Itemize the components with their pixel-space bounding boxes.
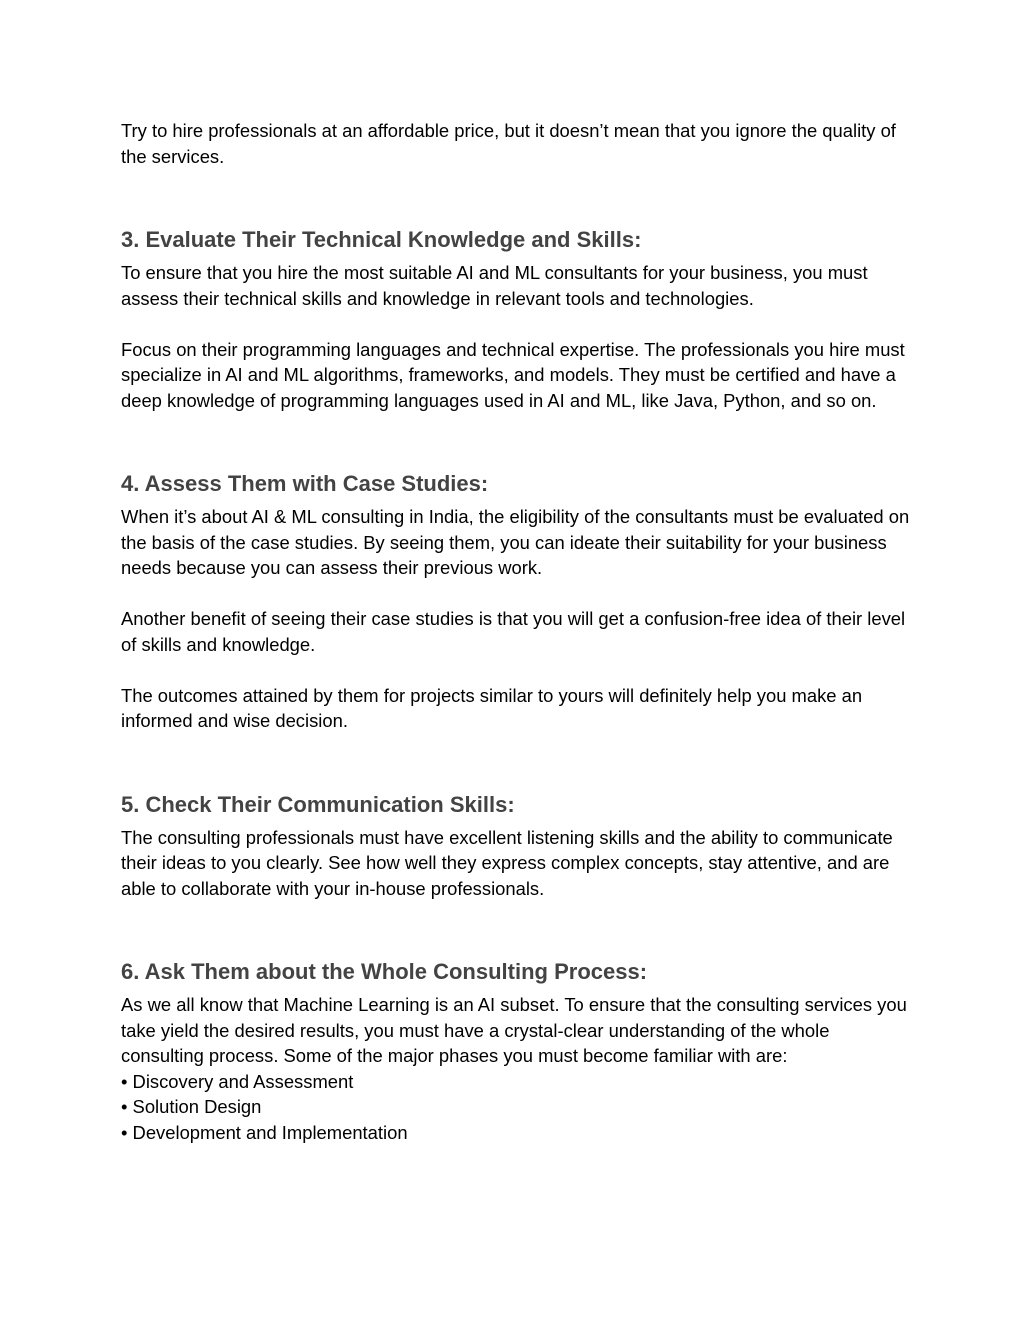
list-item: • Solution Design xyxy=(121,1096,262,1117)
section-case-studies xyxy=(121,470,911,734)
section-consulting-process xyxy=(121,958,911,1145)
section-paragraph: The outcomes attained by them for projects similar to yours will definitely help you make an informed and wise decision. xyxy=(121,684,863,731)
section-paragraph: As we all know that Machine Learning is an AI subset. To ensure that the consulting services you take yield the desired results, you must have a crystal-clear understanding of the whole consulting process. Some of the major phases you must become familiar with are: xyxy=(121,994,907,1066)
section-heading: 3. Evaluate Their Technical Knowledge and Skills: xyxy=(121,227,642,252)
section-heading: 4. Assess Them with Case Studies: xyxy=(121,471,489,496)
section-paragraph: Focus on their programming languages and technical expertise. The professionals you hire must specialize in AI and ML algorithms, frameworks, and models. They must be certified and have a deep knowledge of programming languages used in AI and ML, like Java, Python, and so on. xyxy=(121,338,905,411)
section-heading: 5. Check Their Communication Skills: xyxy=(121,791,515,817)
section-paragraph: To ensure that you hire the most suitable AI and ML consultants for your business, you must assess their technical skills and knowledge in relevant tools and technologies. xyxy=(121,262,868,309)
intro-paragraph: Try to hire professionals at an affordable price, but it doesn’t mean that you ignore the quality of the services. xyxy=(121,120,896,167)
section-communication-skills xyxy=(121,791,911,902)
section-technical-skills xyxy=(121,226,911,413)
document-page xyxy=(121,118,911,1145)
list-item: • Development and Implementation xyxy=(121,1121,408,1143)
section-paragraph: Another benefit of seeing their case studies is that you will get a confusion-free idea of their level of skills and knowledge. xyxy=(121,608,906,655)
section-paragraph: The consulting professionals must have excellent listening skills and the ability to communicate their ideas to you clearly. See how well they express complex concepts, stay attentive, and are able to collaborate with your in-house professionals. xyxy=(121,826,893,899)
list-item: • Discovery and Assessment xyxy=(121,1070,354,1092)
section-paragraph: When it’s about AI & ML consulting in India, the eligibility of the consultants must be evaluated on the basis of the case studies. By seeing them, you can ideate their suitability for your business needs because you can assess their previous work. xyxy=(121,506,910,578)
phases-list xyxy=(121,1069,911,1146)
section-heading: 6. Ask Them about the Whole Consulting Process: xyxy=(121,959,648,984)
